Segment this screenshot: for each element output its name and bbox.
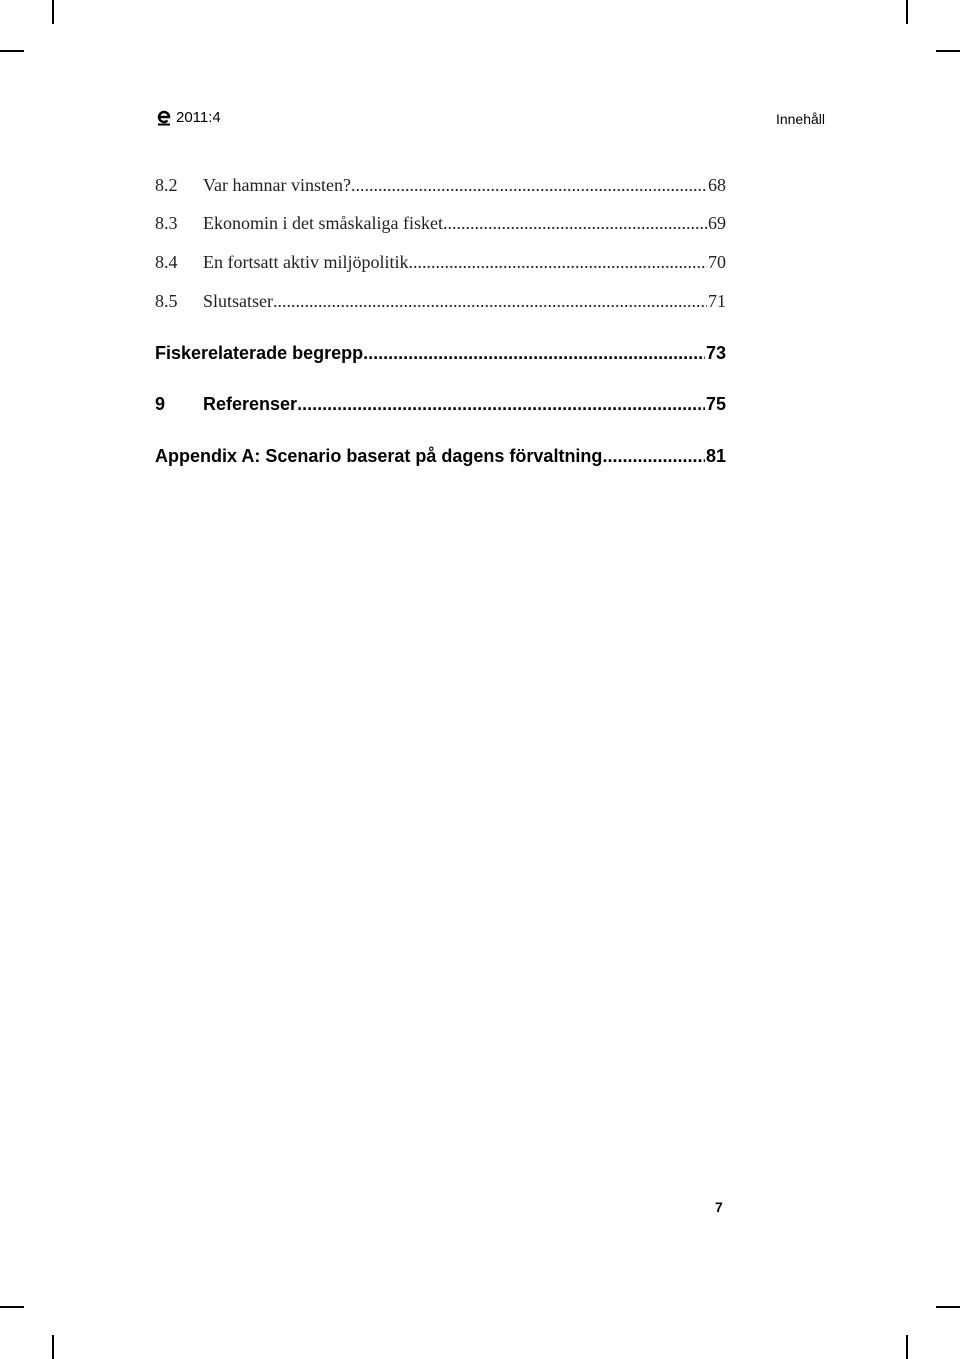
toc-entry[interactable] (155, 343, 726, 364)
toc-entry-page: 75 (705, 394, 726, 414)
toc-entry-title: Ekonomin i det småskaliga fisket (203, 213, 443, 233)
crop-mark-bottom-right-horizontal (936, 1306, 960, 1308)
toc-entry[interactable] (155, 394, 726, 415)
toc-entry[interactable] (155, 213, 726, 234)
toc-entry-title: Referenser (203, 394, 298, 414)
toc-entry-page: 81 (705, 446, 726, 466)
crop-mark-top-left-horizontal (0, 50, 24, 52)
toc-leader-dots (602, 446, 705, 467)
crop-mark-bottom-right-vertical (906, 1335, 908, 1359)
toc-leader-dots (408, 252, 707, 273)
toc-leader-dots (351, 175, 707, 196)
toc-entry[interactable] (155, 446, 726, 467)
toc-leader-dots (273, 291, 707, 312)
report-series-label: 2011:4 (176, 108, 221, 126)
crop-mark-top-right-horizontal (936, 50, 960, 52)
toc-entry-title: Fiskerelaterade begrepp (155, 343, 364, 363)
toc-leader-dots (443, 213, 707, 234)
toc-entry[interactable] (155, 175, 726, 196)
section-label: Innehåll (775, 111, 825, 127)
toc-entry-page: 68 (708, 175, 726, 195)
toc-entry-number: 9 (155, 394, 166, 414)
toc-entry[interactable] (155, 291, 726, 312)
toc-leader-dots (363, 343, 705, 364)
report-series (155, 108, 221, 126)
toc-entry-page: 71 (708, 291, 726, 311)
publisher-logo-icon (155, 108, 173, 126)
crop-mark-bottom-left-horizontal (0, 1306, 24, 1308)
crop-mark-top-left-vertical (52, 0, 54, 24)
crop-mark-top-right-vertical (906, 0, 908, 24)
toc-entry-page: 70 (708, 252, 726, 272)
toc-entry-title: Slutsatser (203, 291, 273, 311)
crop-mark-bottom-left-vertical (52, 1335, 54, 1359)
page-number: 7 (715, 1199, 723, 1215)
toc-entry-title: Var hamnar vinsten? (203, 175, 351, 195)
toc-entry-title: Appendix A: Scenario baserat på dagens förvaltning (155, 446, 603, 466)
toc-entry-number: 8.5 (155, 291, 178, 311)
toc-entry-number: 8.4 (155, 252, 178, 272)
toc-leader-dots (297, 394, 705, 415)
toc-entry[interactable] (155, 252, 726, 273)
page-header (155, 108, 825, 134)
toc-entry-title: En fortsatt aktiv miljöpolitik (203, 252, 409, 272)
toc-entry-number: 8.3 (155, 213, 178, 233)
toc-entry-page: 73 (705, 343, 726, 363)
toc-entry-page: 69 (708, 213, 726, 233)
toc-entry-number: 8.2 (155, 175, 178, 195)
